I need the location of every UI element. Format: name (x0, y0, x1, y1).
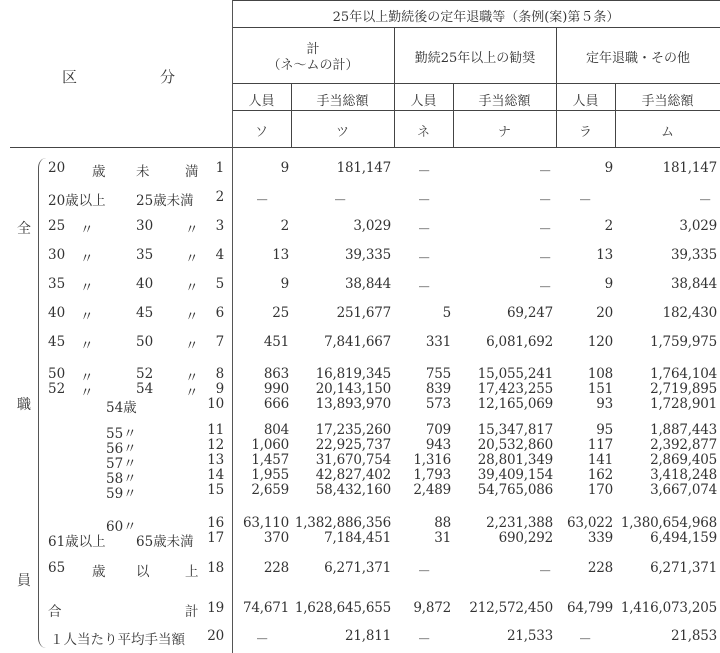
row-number: 16 (207, 515, 224, 531)
persons-retire: 117 (587, 437, 613, 453)
amount-total: － (333, 193, 347, 209)
row-number: 2 (215, 189, 224, 205)
row-group-bracket (38, 158, 47, 648)
persons-total: 2,659 (251, 482, 289, 498)
row-label-a: 合 (48, 604, 62, 620)
col-kana-ne: ネ (416, 125, 430, 140)
row-label-a: 35 (48, 276, 66, 292)
persons-total: 13 (272, 247, 289, 263)
amount-total: 39,335 (344, 247, 391, 263)
amount-total: 21,811 (344, 628, 391, 644)
row-label-c: 30 (136, 218, 154, 234)
group-retire-title: 定年退職・その他 (585, 51, 690, 66)
header-rule-2 (232, 83, 720, 84)
persons-total: 370 (263, 530, 289, 546)
row-label-c: 25歳未満 (136, 193, 194, 209)
persons-total: 9 (280, 276, 289, 292)
amount-recommend: 17,423,255 (477, 381, 553, 397)
amount-recommend: － (538, 251, 552, 267)
col-header-persons-3: 人員 (572, 94, 599, 109)
row-number: 4 (215, 247, 224, 263)
persons-retire: 151 (587, 381, 613, 397)
persons-recommend: － (417, 564, 431, 580)
persons-recommend: － (417, 632, 431, 648)
persons-total: － (255, 193, 269, 209)
side-label-zen: 全 (17, 221, 31, 237)
row-number: 6 (215, 305, 224, 321)
persons-retire: 93 (596, 396, 613, 412)
amount-total: 13,893,970 (315, 396, 391, 412)
header-bottom-border (10, 147, 720, 148)
col-kana-tsu: ツ (335, 125, 349, 140)
group-title: 25年以上勤続後の定年退職等（条例(案)第５条） (332, 10, 620, 25)
amount-total: 58,432,160 (315, 482, 391, 498)
row-number: 10 (207, 396, 224, 412)
amount-recommend: 20,532,860 (477, 437, 553, 453)
amount-total: 1,628,645,655 (294, 600, 391, 616)
row-number: 19 (207, 600, 224, 616)
amount-retire: 6,271,371 (650, 560, 717, 576)
amount-recommend: － (538, 564, 552, 580)
row-label-d: 〃 (185, 338, 199, 354)
row-label-b: 〃 (80, 370, 94, 386)
row-number: 7 (215, 334, 224, 350)
col-kana-mu: ム (660, 125, 674, 140)
row-label-b: 〃 (80, 280, 94, 296)
amount-recommend: 6,081,692 (486, 334, 553, 350)
amount-retire: 1,887,443 (650, 422, 717, 438)
row-number: 3 (215, 218, 224, 234)
row-label-c: 59〃 (106, 486, 137, 502)
persons-retire: 64,799 (566, 600, 613, 616)
row-number: 12 (207, 437, 224, 453)
amount-total: 181,147 (336, 160, 391, 176)
amount-total: 6,271,371 (324, 560, 391, 576)
row-label-b: 〃 (80, 338, 94, 354)
row-label-a: 50 (48, 366, 66, 382)
amount-recommend: 690,292 (498, 530, 553, 546)
amount-retire: 1,759,975 (650, 334, 717, 350)
amount-recommend: － (538, 222, 552, 238)
row-number: 8 (215, 366, 224, 382)
row-label-d: 〃 (185, 280, 199, 296)
amount-total: 7,184,451 (324, 530, 391, 546)
row-label-c: 45 (136, 305, 154, 321)
amount-recommend: 21,533 (506, 628, 553, 644)
amount-total: 42,827,402 (315, 467, 391, 483)
row-number: 1 (215, 160, 224, 176)
persons-total: 2 (280, 218, 289, 234)
persons-recommend: 31 (434, 530, 451, 546)
persons-retire: 95 (596, 422, 613, 438)
row-label-b: 〃 (80, 309, 94, 325)
persons-retire: 108 (587, 366, 613, 382)
persons-recommend: － (417, 251, 431, 267)
row-label-a: 65 (48, 560, 66, 576)
amount-recommend: 15,055,241 (477, 366, 553, 382)
amount-retire: 3,418,248 (650, 467, 717, 483)
row-label-b: 歳 (92, 164, 106, 180)
persons-total: 63,110 (242, 515, 289, 531)
amount-total: 3,029 (353, 218, 391, 234)
row-label-d: 計 (185, 604, 199, 620)
row-number: 11 (207, 422, 224, 438)
persons-recommend: 839 (425, 381, 451, 397)
side-label-shoku: 職 (17, 397, 31, 413)
amount-retire: 21,853 (670, 628, 717, 644)
persons-retire: 13 (596, 247, 613, 263)
persons-retire: 170 (587, 482, 613, 498)
group-total-subtitle: （ネ～ムの計） (267, 58, 359, 73)
row-label-d: 〃 (185, 370, 199, 386)
amount-retire: 181,147 (662, 160, 717, 176)
amount-total: 31,670,754 (315, 452, 391, 468)
persons-retire: 120 (587, 334, 613, 350)
persons-retire: 339 (587, 530, 613, 546)
amount-total: 38,844 (344, 276, 391, 292)
group-total-title: 計 (306, 42, 320, 57)
side-label-in: 員 (17, 573, 31, 589)
persons-recommend: 573 (425, 396, 451, 412)
amount-recommend: 12,165,069 (477, 396, 553, 412)
row-label-c: 60〃 (106, 519, 137, 535)
persons-total: 1,955 (251, 467, 289, 483)
col-header-amount-3: 手当総額 (641, 94, 694, 109)
persons-recommend: － (417, 222, 431, 238)
row-label-c: 未 (136, 164, 150, 180)
row-label-c: 58〃 (106, 471, 137, 487)
row-label-c: 35 (136, 247, 154, 263)
row-label-c: 54歳 (106, 400, 137, 416)
amount-retire: － (698, 193, 712, 209)
amount-total: 16,819,345 (315, 366, 391, 382)
amount-recommend: － (538, 280, 552, 296)
row-label-a: 61歳以上 (48, 534, 106, 550)
persons-total: 451 (263, 334, 289, 350)
persons-retire: 162 (587, 467, 613, 483)
row-label-b: 〃 (80, 222, 94, 238)
amount-retire: 39,335 (670, 247, 717, 263)
persons-recommend: 2,489 (413, 482, 451, 498)
row-label-a: 25 (48, 218, 66, 234)
row-label-a: １人当たり平均手当額 (50, 632, 185, 648)
row-label-a: 20歳以上 (48, 193, 106, 209)
col-header-persons-1: 人員 (248, 94, 275, 109)
amount-retire: 2,392,877 (650, 437, 717, 453)
row-label-d: 満 (185, 164, 199, 180)
persons-retire: － (578, 193, 592, 209)
col-header-amount-2: 手当総額 (478, 94, 531, 109)
amount-total: 20,143,150 (315, 381, 391, 397)
persons-recommend: 1,793 (413, 467, 451, 483)
persons-recommend: 709 (425, 422, 451, 438)
amount-recommend: － (538, 193, 552, 209)
amount-recommend: 39,409,154 (477, 467, 553, 483)
amount-recommend: 28,801,349 (477, 452, 553, 468)
amount-recommend: 2,231,388 (486, 515, 553, 531)
persons-total: 863 (263, 366, 289, 382)
persons-retire: 9 (604, 160, 613, 176)
amount-total: 1,382,886,356 (294, 515, 391, 531)
persons-total: 1,457 (251, 452, 289, 468)
row-number: 17 (207, 530, 224, 546)
persons-recommend: 1,316 (413, 452, 451, 468)
persons-retire: － (578, 632, 592, 648)
persons-recommend: － (417, 164, 431, 180)
amount-retire: 2,719,895 (650, 381, 717, 397)
persons-total: 666 (263, 396, 289, 412)
col-header-amount-1: 手当総額 (316, 94, 369, 109)
persons-recommend: 943 (425, 437, 451, 453)
persons-total: 74,671 (242, 600, 289, 616)
amount-total: 22,925,737 (315, 437, 391, 453)
amount-retire: 38,844 (670, 276, 717, 292)
row-label-c: 50 (136, 334, 154, 350)
persons-total: 228 (263, 560, 289, 576)
row-label-c: 以 (136, 564, 150, 580)
amount-recommend: － (538, 164, 552, 180)
amount-retire: 1,728,901 (650, 396, 717, 412)
header-rule-3 (232, 110, 720, 111)
persons-retire: 228 (587, 560, 613, 576)
amount-retire: 1,764,104 (650, 366, 717, 382)
persons-recommend: 331 (425, 334, 451, 350)
amount-total: 251,677 (336, 305, 391, 321)
row-label-b: 〃 (80, 385, 94, 401)
persons-retire: 141 (587, 452, 613, 468)
header-rule-1 (232, 27, 720, 28)
row-label-d: 上 (185, 564, 199, 580)
row-label-d: 〃 (185, 385, 199, 401)
amount-retire: 1,416,073,205 (620, 600, 717, 616)
persons-recommend: 9,872 (413, 600, 451, 616)
persons-total: 25 (272, 305, 289, 321)
amount-recommend: 69,247 (506, 305, 553, 321)
persons-total: － (255, 632, 269, 648)
amount-total: 17,235,260 (315, 422, 391, 438)
group-recommend-title: 勤続25年以上の勧奨 (414, 51, 536, 66)
col-header-persons-2: 人員 (410, 94, 437, 109)
amount-retire: 3,029 (679, 218, 717, 234)
amount-retire: 2,869,405 (650, 452, 717, 468)
row-number: 5 (215, 276, 224, 292)
amount-recommend: 15,347,817 (477, 422, 553, 438)
row-label-a: 52 (48, 381, 66, 397)
row-number: 14 (207, 467, 224, 483)
row-number: 20 (207, 628, 224, 644)
row-label-c: 65歳未満 (136, 534, 194, 550)
amount-recommend: 54,765,086 (477, 482, 553, 498)
persons-retire: 2 (604, 218, 613, 234)
row-label-b: 〃 (80, 251, 94, 267)
amount-total: 7,841,667 (324, 334, 391, 350)
row-label-c: 56〃 (106, 441, 137, 457)
persons-total: 1,060 (251, 437, 289, 453)
row-label-a: 20 (48, 160, 66, 176)
row-label-c: 55〃 (106, 426, 137, 442)
col-kana-na: ナ (497, 125, 511, 140)
row-number: 9 (215, 381, 224, 397)
row-label-c: 57〃 (106, 456, 137, 472)
top-border (232, 0, 720, 1)
persons-recommend: 88 (434, 515, 451, 531)
persons-recommend: － (417, 280, 431, 296)
row-number: 18 (207, 560, 224, 576)
persons-recommend: 755 (425, 366, 451, 382)
row-label-a: 45 (48, 334, 66, 350)
col-kana-ra: ラ (578, 125, 592, 140)
persons-retire: 9 (604, 276, 613, 292)
amount-retire: 3,667,074 (650, 482, 717, 498)
row-label-b: 歳 (92, 564, 106, 580)
amount-retire: 6,494,159 (650, 530, 717, 546)
row-label-d: 〃 (185, 222, 199, 238)
row-label-c: 52 (136, 366, 154, 382)
row-label-d: 〃 (185, 309, 199, 325)
persons-total: 9 (280, 160, 289, 176)
row-label-c: 40 (136, 276, 154, 292)
col-kana-so: ソ (254, 125, 268, 140)
row-label-c: 54 (136, 381, 154, 397)
persons-recommend: 5 (442, 305, 451, 321)
row-label-d: 〃 (185, 251, 199, 267)
persons-recommend: － (417, 193, 431, 209)
row-number: 15 (207, 482, 224, 498)
row-number: 13 (207, 452, 224, 468)
amount-recommend: 212,572,450 (469, 600, 553, 616)
persons-total: 804 (263, 422, 289, 438)
row-header-label-left: 区 (62, 68, 78, 86)
amount-retire: 182,430 (662, 305, 717, 321)
row-label-a: 30 (48, 247, 66, 263)
persons-retire: 20 (596, 305, 613, 321)
persons-retire: 63,022 (566, 515, 613, 531)
persons-total: 990 (263, 381, 289, 397)
row-header-label-right: 分 (160, 68, 176, 86)
row-label-a: 40 (48, 305, 66, 321)
amount-retire: 1,380,654,968 (620, 515, 717, 531)
